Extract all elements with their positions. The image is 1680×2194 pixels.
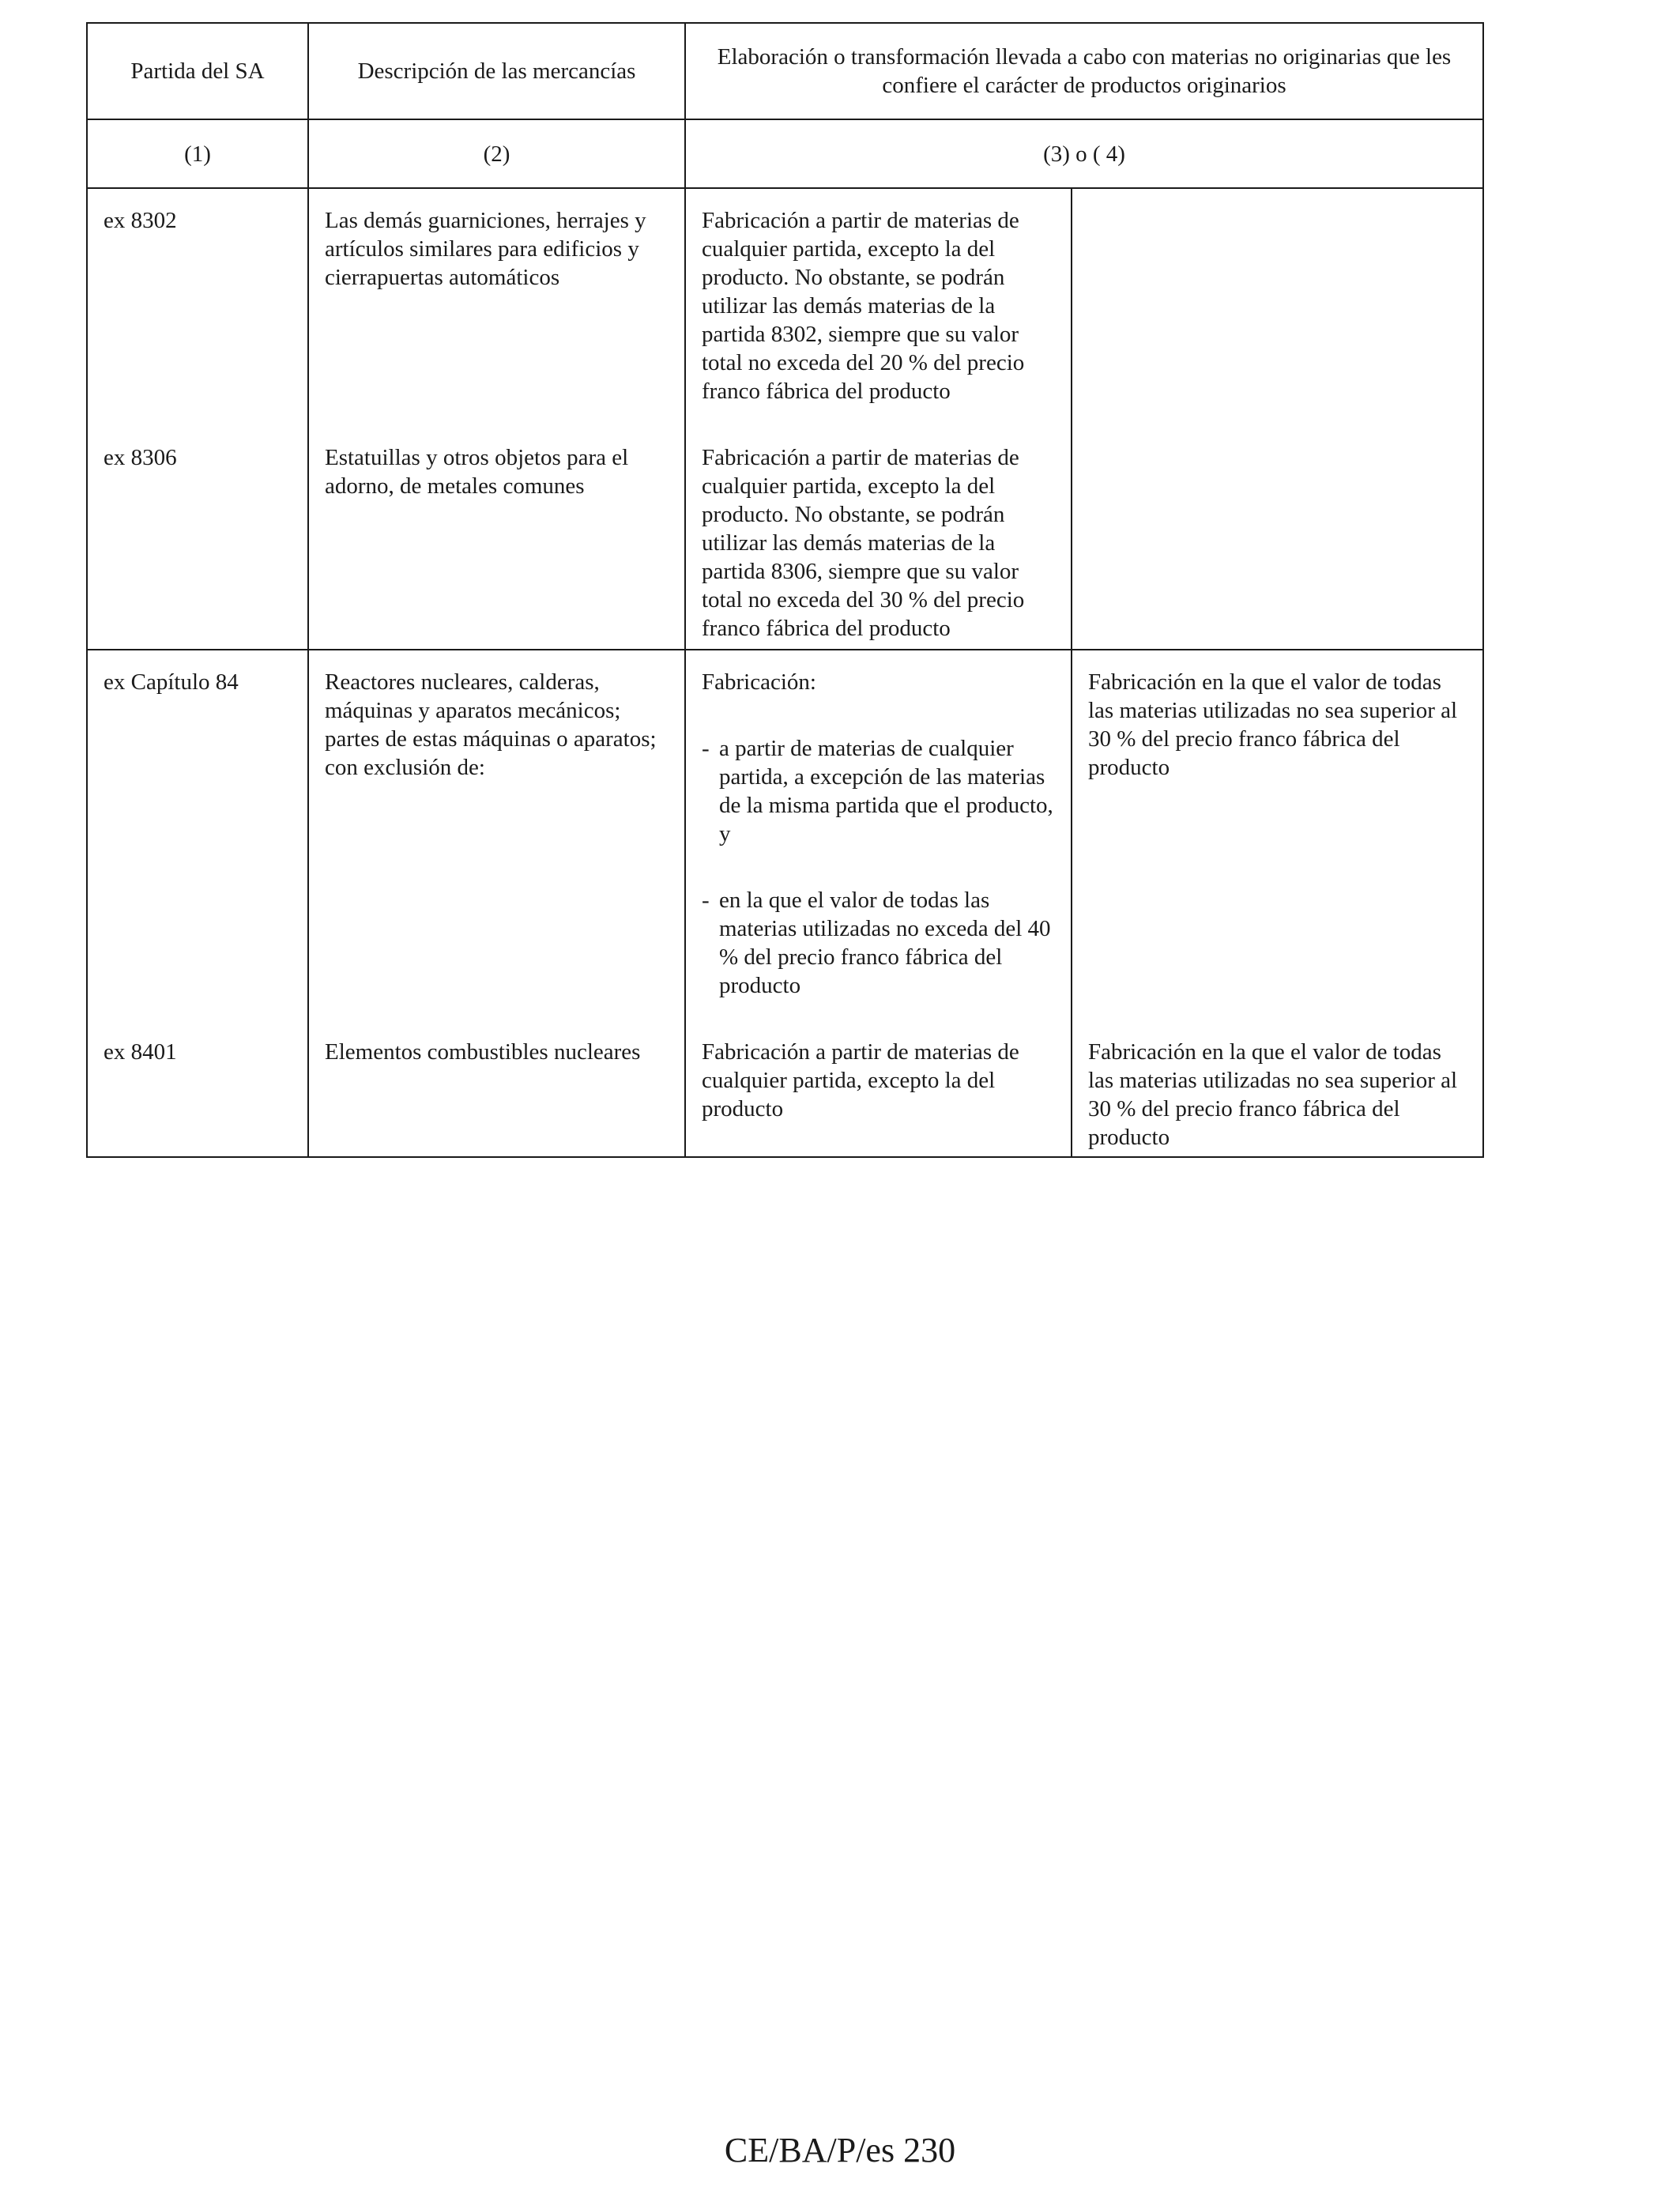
hs-code-cell: ex Capítulo 84 (87, 650, 308, 1000)
processing-intro: Fabricación: (702, 669, 816, 695)
alternative-processing-cell (1072, 188, 1483, 405)
alternative-processing-cell (1072, 405, 1483, 650)
table-row (87, 188, 1483, 405)
description-cell: Las demás guarniciones, herrajes y artículos similares para edificios y cierrapuertas automáticos (308, 188, 685, 405)
column-number-1: (1) (87, 119, 308, 188)
description-cell: Reactores nucleares, calderas, máquinas y aparatos mecánicos; partes de estas máquinas o aparatos; con exclusión de: (308, 650, 685, 1000)
table-row (87, 650, 1483, 1000)
bullet-text: en la que el valor de todas las materias utilizadas no exceda del 40 % del precio franco fábrica del producto (719, 888, 1051, 998)
description-cell: Elementos combustibles nucleares (308, 1000, 685, 1157)
header-processing: Elaboración o transformación llevada a cabo con materias no originarias que les confiere el carácter de productos originarios (685, 23, 1483, 119)
list-item (702, 886, 1055, 1000)
table-row (87, 405, 1483, 650)
description-cell: Estatuillas y otros objetos para el adorno, de metales comunes (308, 405, 685, 650)
processing-cell: Fabricación a partir de materias de cualquier partida, excepto la del producto. No obstante, se podrán utilizar las demás materias de la partida 8302, siempre que su valor total no exceda del 20 % del precio franco fábrica del producto (685, 188, 1072, 405)
header-hs-heading: Partida del SA (87, 23, 308, 119)
list-item (702, 734, 1055, 848)
column-number-row (87, 119, 1483, 188)
hs-code-cell: ex 8302 (87, 188, 308, 405)
hs-code-cell: ex 8401 (87, 1000, 308, 1157)
table-header-row (87, 23, 1483, 119)
alternative-processing-cell: Fabricación en la que el valor de todas las materias utilizadas no sea superior al 30 % del precio franco fábrica del producto (1072, 1000, 1483, 1157)
column-number-3-4: (3) o ( 4) (685, 119, 1483, 188)
processing-cell: Fabricación a partir de materias de cualquier partida, excepto la del producto (685, 1000, 1072, 1157)
hs-code-cell: ex 8306 (87, 405, 308, 650)
processing-cell: Fabricación a partir de materias de cualquier partida, excepto la del producto. No obstante, se podrán utilizar las demás materias de la partida 8306, siempre que su valor total no exceda del 30 % del precio franco fábrica del producto (685, 405, 1072, 650)
alternative-processing-cell: Fabricación en la que el valor de todas las materias utilizadas no sea superior al 30 % del precio franco fábrica del producto (1072, 650, 1483, 1000)
processing-cell (685, 650, 1072, 1000)
bullet-dash: - (702, 736, 710, 761)
bullet-dash: - (702, 888, 710, 913)
header-description: Descripción de las mercancías (308, 23, 685, 119)
bullet-text: a partir de materias de cualquier partida, a excepción de las materias de la misma partida que el producto, y (719, 736, 1053, 846)
page-reference: CE/BA/P/es 230 (724, 2131, 956, 2169)
rules-of-origin-table (86, 22, 1484, 1158)
column-number-2: (2) (308, 119, 685, 188)
table-row (87, 1000, 1483, 1157)
